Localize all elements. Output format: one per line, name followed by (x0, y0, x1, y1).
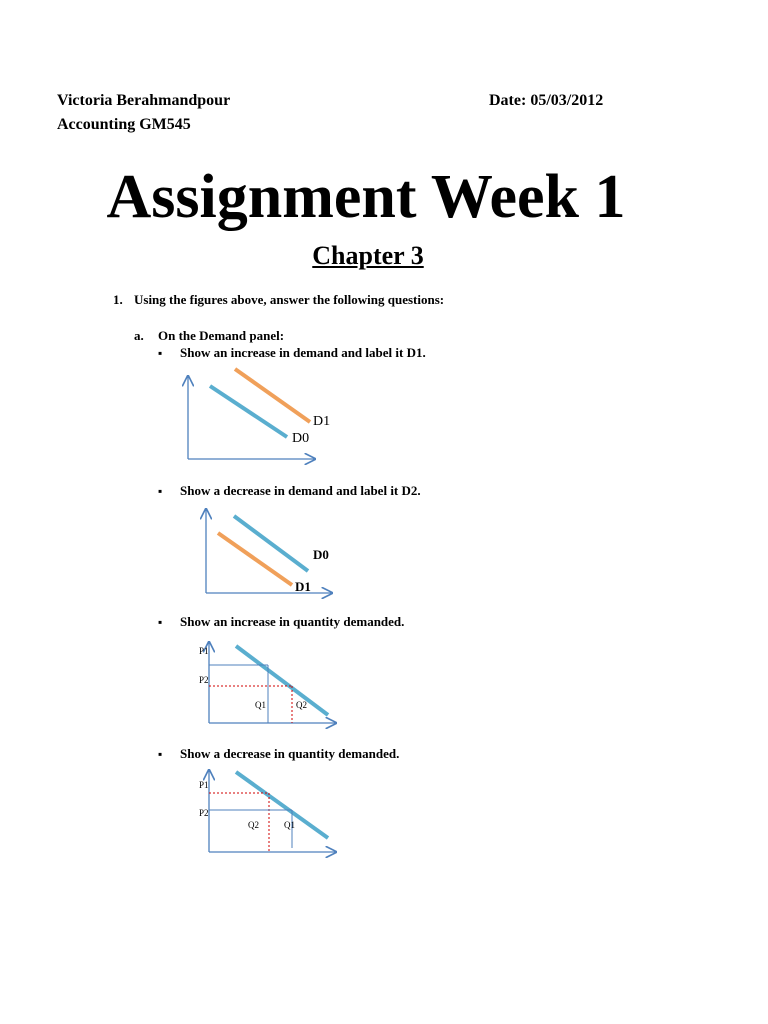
bullet-icon: ▪ (158, 346, 163, 360)
demand-curve-d0 (234, 516, 308, 571)
curve-label-d0: D0 (313, 547, 329, 562)
bullet-item-1: Show an increase in demand and label it D1. (180, 345, 426, 360)
demand-curve-d0 (210, 386, 287, 437)
axis-label-q1: Q1 (284, 820, 295, 830)
axis-label-q2: Q2 (296, 700, 307, 710)
part-text: On the Demand panel: (158, 328, 285, 343)
curve-label-d0: D0 (292, 431, 310, 446)
question-number: 1. (113, 292, 123, 307)
demand-curve (236, 646, 328, 715)
demand-curve-d1 (235, 369, 310, 422)
date-label: Date: 05/03/2012 (489, 92, 604, 109)
course-name: Accounting GM545 (57, 116, 191, 133)
student-name: Victoria Berahmandpour (57, 92, 231, 109)
figure-decrease-demand (190, 505, 350, 605)
question-text: Using the figures above, answer the following questions: (134, 292, 445, 307)
page-title: Assignment Week 1 (106, 163, 626, 231)
part-letter: a. (134, 328, 144, 343)
curve-label-d1: D1 (295, 579, 311, 594)
bullet-icon: ▪ (158, 484, 163, 498)
axis-label-p1: P1 (199, 646, 209, 656)
figure-increase-demand (175, 370, 335, 470)
axis-label-p1: P1 (199, 780, 209, 790)
axis-label-q1: Q1 (255, 700, 266, 710)
bullet-icon: ▪ (158, 747, 163, 761)
curve-label-d1: D1 (313, 414, 331, 429)
bullet-item-2: Show a decrease in demand and label it D2. (180, 483, 421, 498)
axis-label-p2: P2 (199, 675, 209, 685)
bullet-item-4: Show a decrease in quantity demanded. (180, 746, 400, 761)
figure-decrease-quantity (196, 768, 346, 860)
demand-curve-d1 (218, 533, 292, 585)
figure-increase-quantity (196, 638, 346, 730)
chapter-heading: Chapter 3 (312, 241, 424, 270)
bullet-item-3: Show an increase in quantity demanded. (180, 614, 405, 629)
axis-label-p2: P2 (199, 808, 209, 818)
axis-label-q2: Q2 (248, 820, 259, 830)
bullet-icon: ▪ (158, 615, 163, 629)
